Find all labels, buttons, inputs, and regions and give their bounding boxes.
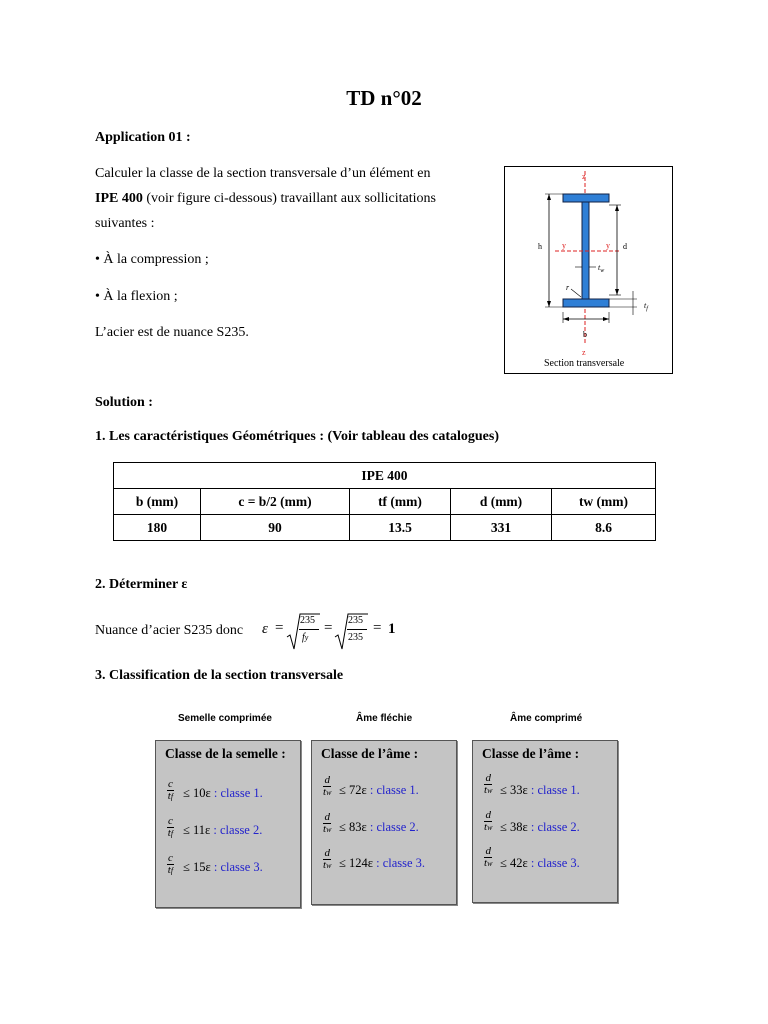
fraction-d-tw xyxy=(484,846,492,869)
frac-den-sub: w xyxy=(487,859,493,868)
section-figure xyxy=(504,166,673,374)
figure-caption: Section transversale xyxy=(544,358,625,369)
table-title-row xyxy=(114,463,656,489)
class-row xyxy=(339,783,419,798)
frac-den-main: t xyxy=(323,823,327,835)
y-left-label: y xyxy=(562,241,566,250)
class-row xyxy=(183,786,263,801)
bullet-flexion-text: À la flexion ; xyxy=(103,289,178,304)
table-header-cell: b (mm) xyxy=(114,489,201,515)
fraction-d-tw xyxy=(484,810,492,833)
frac-den xyxy=(484,858,492,869)
frac-den-sub: w xyxy=(326,825,332,834)
class-box-semelle xyxy=(155,740,301,908)
table-header-cell: tw (mm) xyxy=(552,489,656,515)
class-label: : classe 2. xyxy=(527,820,580,834)
frac-den xyxy=(323,787,331,798)
frac-den xyxy=(484,822,492,833)
box-title: Classe de la semelle : xyxy=(165,746,286,761)
intro-line-2 xyxy=(95,190,436,208)
table-header-cell: c = b/2 (mm) xyxy=(201,489,350,515)
frac-num: d xyxy=(485,772,491,784)
class-row xyxy=(500,820,580,835)
table-cell: 90 xyxy=(201,515,350,541)
class-label: : classe 3. xyxy=(527,856,580,870)
box-title: Classe de l’âme : xyxy=(482,746,580,761)
sqrt1-numerator: 235 xyxy=(300,615,315,626)
epsilon-symbol: ε xyxy=(262,621,268,637)
class-limit: ≤ 38ε xyxy=(500,820,528,834)
intro-line-2-rest: (voir figure ci-dessous) travaillant aux sollicitations xyxy=(142,191,436,206)
frac-num: d xyxy=(324,811,330,823)
tw-label xyxy=(598,263,604,274)
fraction-c-tf xyxy=(167,779,174,802)
fraction-c-tf xyxy=(167,816,174,839)
frac-den xyxy=(323,824,331,835)
class-label: : classe 1. xyxy=(210,786,263,800)
epsilon-result: 1 xyxy=(388,621,396,637)
class-label: : classe 1. xyxy=(527,783,580,797)
table-row xyxy=(114,515,656,541)
class-row xyxy=(339,856,425,871)
z-bottom-label: z xyxy=(582,348,586,357)
class-limit: ≤ 10ε xyxy=(183,786,211,800)
b-label: b xyxy=(583,330,587,339)
class-label: : classe 1. xyxy=(366,783,419,797)
frac-num: d xyxy=(324,774,330,786)
frac-den-main: t xyxy=(484,857,488,869)
fraction-d-tw xyxy=(323,848,331,871)
ipe-catalogue-table xyxy=(113,462,656,541)
intro-line-3: suivantes : xyxy=(95,216,155,231)
class-limit: ≤ 83ε xyxy=(339,820,367,834)
class-box-ame-comprime xyxy=(472,740,618,903)
h-label: h xyxy=(538,242,542,251)
class-limit: ≤ 124ε xyxy=(339,856,373,870)
frac-num: d xyxy=(485,845,491,857)
class-box-ame-flechie xyxy=(311,740,457,905)
tw-label-sub: w xyxy=(600,268,605,274)
sqrt1-denominator xyxy=(302,632,308,643)
class-label: : classe 2. xyxy=(366,820,419,834)
bullet-compression-text: À la compression ; xyxy=(103,252,209,267)
class-row xyxy=(183,823,262,838)
box-title: Classe de l’âme : xyxy=(321,746,419,761)
frac-den-sub: w xyxy=(326,861,332,870)
table-cell: 331 xyxy=(451,515,552,541)
frac-num: c xyxy=(168,778,173,790)
frac-den-sub: w xyxy=(487,786,493,795)
table-header-cell: tf (mm) xyxy=(350,489,451,515)
class-row xyxy=(500,783,580,798)
frac-num: d xyxy=(324,847,330,859)
class-row xyxy=(183,860,263,875)
z-top-label: z xyxy=(582,172,586,181)
frac-den xyxy=(167,828,174,839)
equals-sign-1: = xyxy=(275,620,284,636)
frac-den-sub: f xyxy=(170,792,174,801)
class-limit: ≤ 15ε xyxy=(183,860,211,874)
class-limit: ≤ 11ε xyxy=(183,823,211,837)
sqrt2-denominator: 235 xyxy=(348,632,363,643)
table-cell: 180 xyxy=(114,515,201,541)
ipe-section-drawing xyxy=(505,167,672,373)
page-title: TD n°02 xyxy=(346,86,422,110)
intro-line-1: Calculer la classe de la section transversale d’un élément en xyxy=(95,166,431,181)
frac-den-main: t xyxy=(167,864,171,876)
epsilon-text: Nuance d’acier S235 donc xyxy=(95,623,244,638)
bullet-compression: • À la compression ; xyxy=(95,252,209,267)
r-label: r xyxy=(566,283,570,292)
section-3-heading: 3. Classification de la section transversale xyxy=(95,668,344,683)
section-1-heading: 1. Les caractéristiques Géométriques : (Voir tableau des catalogues) xyxy=(95,429,499,444)
bullet-flexion: • À la flexion ; xyxy=(95,289,178,304)
caption-semelle: Semelle comprimée xyxy=(178,713,272,724)
class-limit: ≤ 42ε xyxy=(500,856,528,870)
sqrt2-bar xyxy=(347,629,367,630)
fy-sub: y xyxy=(304,633,309,642)
table-title: IPE 400 xyxy=(114,463,656,489)
class-limit: ≤ 72ε xyxy=(339,783,367,797)
class-label: : classe 2. xyxy=(210,823,263,837)
frac-num: d xyxy=(485,809,491,821)
frac-den-main: t xyxy=(167,827,171,839)
sqrt1-bar xyxy=(299,629,319,630)
frac-den-sub: w xyxy=(487,823,493,832)
frac-den-main: t xyxy=(484,821,488,833)
fy-main: f xyxy=(302,632,305,643)
table-header-cell: d (mm) xyxy=(451,489,552,515)
caption-ame-comprime: Âme comprimé xyxy=(510,713,583,724)
frac-den xyxy=(484,785,492,796)
fraction-c-tf xyxy=(167,853,174,876)
frac-den xyxy=(323,860,331,871)
frac-den-main: t xyxy=(323,786,327,798)
section-2-heading: 2. Déterminer ε xyxy=(95,577,188,592)
table-cell: 13.5 xyxy=(350,515,451,541)
table-cell: 8.6 xyxy=(552,515,656,541)
frac-den-main: t xyxy=(323,859,327,871)
tf-label-main: t xyxy=(644,301,647,310)
frac-den-sub: w xyxy=(326,788,332,797)
steel-grade-text: L’acier est de nuance S235. xyxy=(95,325,249,340)
tf-label xyxy=(644,301,649,312)
table-header-row xyxy=(114,489,656,515)
tf-label-sub: f xyxy=(646,306,648,312)
frac-den xyxy=(167,791,174,802)
equals-sign-2: = xyxy=(324,620,333,636)
sqrt2-numerator: 235 xyxy=(348,615,363,626)
frac-num: c xyxy=(168,815,173,827)
class-label: : classe 3. xyxy=(372,856,426,870)
frac-den-main: t xyxy=(167,790,171,802)
class-row xyxy=(500,856,580,871)
frac-den xyxy=(167,865,174,876)
y-right-label: y xyxy=(606,241,610,250)
frac-den-sub: f xyxy=(170,866,174,875)
fraction-d-tw xyxy=(323,775,331,798)
epsilon-equation xyxy=(262,611,412,651)
d-label: d xyxy=(623,242,627,251)
caption-ame-flechie: Âme fléchie xyxy=(356,713,413,724)
frac-den-main: t xyxy=(484,784,488,796)
equals-sign-3: = xyxy=(373,620,382,636)
fraction-d-tw xyxy=(323,812,331,835)
fraction-d-tw xyxy=(484,773,492,796)
class-limit: ≤ 33ε xyxy=(500,783,528,797)
frac-den-sub: f xyxy=(170,829,174,838)
profile-name: IPE 400 xyxy=(95,191,143,206)
class-label: : classe 3. xyxy=(210,860,263,874)
solution-heading: Solution : xyxy=(95,395,153,410)
application-heading: Application 01 : xyxy=(95,130,191,145)
class-row xyxy=(339,820,419,835)
frac-num: c xyxy=(168,852,173,864)
tw-label-main: t xyxy=(598,263,601,272)
